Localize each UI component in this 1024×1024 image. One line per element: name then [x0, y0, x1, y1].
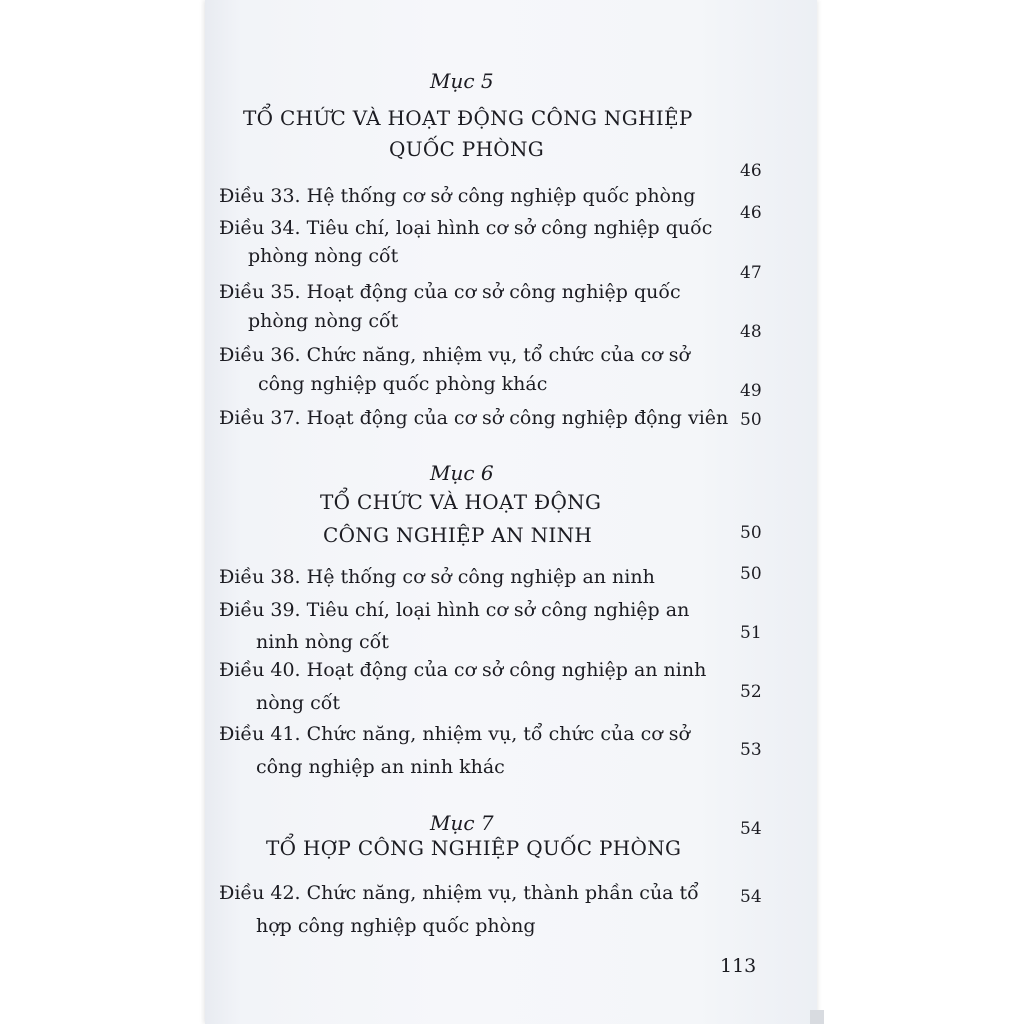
entry-page-number: 49: [740, 381, 762, 401]
section-page-number: 54: [740, 819, 762, 839]
toc-entry-continuation: ninh nòng cốt: [256, 631, 389, 653]
entry-page-number: 50: [740, 564, 762, 584]
section-title: CÔNG NGHIỆP AN NINH: [323, 523, 593, 547]
toc-entry: Điều 42. Chức năng, nhiệm vụ, thành phần của tổ: [219, 882, 699, 904]
toc-entry-continuation: hợp công nghiệp quốc phòng: [256, 915, 536, 937]
entry-page-number: 51: [740, 623, 762, 643]
entry-page-number: 46: [740, 203, 762, 223]
toc-entry: Điều 38. Hệ thống cơ sở công nghiệp an ninh: [219, 566, 655, 588]
toc-entry: Điều 40. Hoạt động của cơ sở công nghiệp an ninh: [219, 659, 707, 681]
toc-entry-continuation: nòng cốt: [256, 692, 341, 714]
toc-entry: Điều 35. Hoạt động của cơ sở công nghiệp quốc: [219, 281, 681, 303]
section-title: TỔ CHỨC VÀ HOẠT ĐỘNG CÔNG NGHIỆP: [243, 106, 693, 130]
toc-entry-continuation: phòng nòng cốt: [248, 245, 399, 267]
toc-entry: Điều 36. Chức năng, nhiệm vụ, tổ chức của cơ sở: [219, 344, 690, 366]
toc-entry: Điều 41. Chức năng, nhiệm vụ, tổ chức của cơ sở: [219, 723, 690, 745]
entry-page-number: 53: [740, 740, 762, 760]
toc-entry-continuation: phòng nòng cốt: [248, 310, 399, 332]
page-corner: [810, 1010, 824, 1024]
section-title: TỔ CHỨC VÀ HOẠT ĐỘNG: [320, 490, 602, 514]
toc-entry: Điều 34. Tiêu chí, loại hình cơ sở công nghiệp quốc: [219, 217, 713, 239]
entry-page-number: 48: [740, 322, 762, 342]
section-label: Mục 6: [430, 461, 494, 485]
toc-entry-continuation: công nghiệp an ninh khác: [256, 756, 505, 778]
section-title: TỔ HỢP CÔNG NGHIỆP QUỐC PHÒNG: [266, 836, 682, 860]
section-label: Mục 7: [430, 811, 494, 835]
toc-entry-continuation: công nghiệp quốc phòng khác: [258, 373, 548, 395]
toc-entry: Điều 39. Tiêu chí, loại hình cơ sở công nghiệp an: [219, 599, 690, 621]
section-label: Mục 5: [430, 69, 494, 93]
entry-page-number: 47: [740, 263, 762, 283]
toc-entry: Điều 37. Hoạt động của cơ sở công nghiệp động viên: [219, 407, 729, 429]
entry-page-number: 54: [740, 887, 762, 907]
section-title: QUỐC PHÒNG: [389, 137, 545, 161]
page-number: 113: [720, 955, 757, 977]
section-page-number: 50: [740, 523, 762, 543]
entry-page-number: 52: [740, 682, 762, 702]
section-page-number: 46: [740, 161, 762, 181]
toc-entry: Điều 33. Hệ thống cơ sở công nghiệp quốc phòng: [219, 185, 696, 207]
entry-page-number: 50: [740, 410, 762, 430]
